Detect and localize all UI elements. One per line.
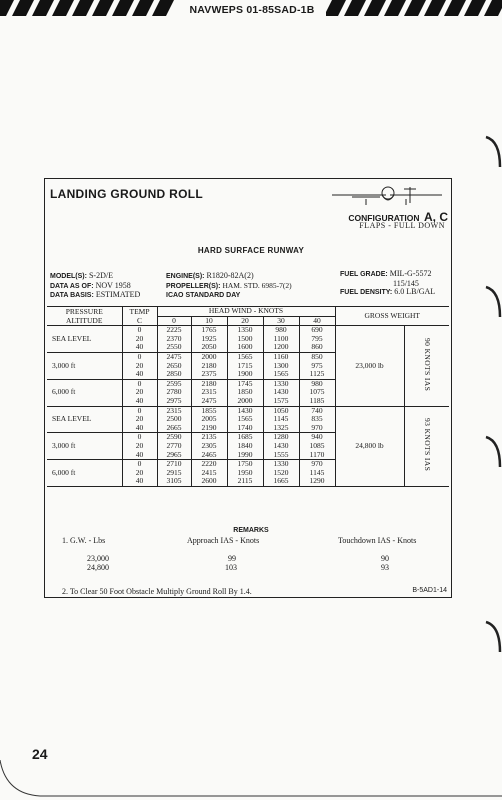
header-stripes-left (0, 0, 180, 18)
ground-roll-cell: 1125 (299, 370, 335, 379)
propeller-value: HAM. STD. 6985-7(2) (222, 280, 292, 290)
ground-roll-cell: 795 (299, 335, 335, 344)
ground-roll-cell: 2415 (191, 469, 227, 478)
ground-roll-cell: 2665 (157, 424, 191, 433)
punch-mark (484, 285, 502, 319)
header-stripes-right (326, 0, 502, 18)
temp-cell: 40 (122, 424, 157, 433)
ground-roll-cell: 1330 (263, 460, 299, 469)
page-edge-curve (0, 760, 502, 800)
ground-roll-cell: 1075 (299, 388, 335, 397)
ground-roll-cell: 2305 (191, 442, 227, 451)
ground-roll-cell: 1575 (263, 397, 299, 406)
flaps-setting: FLAPS - FULL DOWN (359, 221, 445, 230)
ground-roll-cell: 1185 (299, 397, 335, 406)
page-number: 24 (32, 746, 48, 762)
altitude-cell: 3,000 ft (47, 433, 122, 460)
remarks-weight: 23,000 (87, 554, 109, 563)
basis-label: DATA BASIS: (50, 292, 94, 299)
wind-col-header: 20 (227, 316, 263, 326)
ground-roll-cell: 980 (263, 326, 299, 335)
ground-roll-cell: 2595 (157, 379, 191, 388)
ground-roll-cell: 1050 (263, 406, 299, 415)
temp-cell: 40 (122, 370, 157, 379)
ground-roll-cell: 2005 (191, 415, 227, 424)
pressure-altitude-header: PRESSURE ALTITUDE (47, 307, 122, 326)
ground-roll-cell: 2315 (191, 388, 227, 397)
fuel-grade-label: FUEL GRADE: (340, 271, 388, 278)
temp-cell: 40 (122, 477, 157, 486)
ground-roll-cell: 1555 (263, 451, 299, 460)
ground-roll-cell: 1430 (263, 388, 299, 397)
remarks-title: REMARKS (233, 527, 269, 534)
ground-roll-cell: 2475 (191, 397, 227, 406)
ground-roll-cell: 2600 (191, 477, 227, 486)
ground-roll-cell: 2465 (191, 451, 227, 460)
ground-roll-cell: 1280 (263, 433, 299, 442)
wind-col-header: 40 (299, 316, 335, 326)
altitude-cell: 6,000 ft (47, 379, 122, 406)
ground-roll-cell: 1430 (263, 442, 299, 451)
page-header (0, 0, 502, 22)
ground-roll-cell: 2500 (157, 415, 191, 424)
punch-mark (484, 435, 502, 469)
head-wind-header: HEAD WIND - KNOTS (157, 307, 335, 317)
document-id: NAVWEPS 01-85SAD-1B (189, 4, 315, 16)
ground-roll-cell: 1290 (299, 477, 335, 486)
ground-roll-cell: 2180 (191, 362, 227, 371)
altitude-cell: SEA LEVEL (47, 326, 122, 353)
ias-cell (404, 406, 449, 486)
ground-roll-cell: 2190 (191, 424, 227, 433)
ground-roll-cell: 2850 (157, 370, 191, 379)
configuration-value: A, C (424, 210, 448, 224)
ground-roll-cell: 2475 (157, 352, 191, 361)
temp-cell: 20 (122, 335, 157, 344)
ground-roll-cell: 1685 (227, 433, 263, 442)
temp-cell: 20 (122, 442, 157, 451)
altitude-cell: 3,000 ft (47, 352, 122, 379)
ground-roll-cell: 1745 (227, 379, 263, 388)
ground-roll-cell: 2770 (157, 442, 191, 451)
ground-roll-cell: 2975 (157, 397, 191, 406)
touchdown-ias-label: Touchdown IAS - Knots (338, 536, 417, 545)
temp-cell: 0 (122, 352, 157, 361)
ground-roll-cell: 1715 (227, 362, 263, 371)
ground-roll-cell: 2650 (157, 362, 191, 371)
approach-ias-label: Approach IAS - Knots (187, 536, 260, 545)
ground-roll-cell: 970 (299, 460, 335, 469)
ground-roll-cell: 2710 (157, 460, 191, 469)
ground-roll-cell: 1840 (227, 442, 263, 451)
temp-cell: 0 (122, 460, 157, 469)
ground-roll-cell: 2965 (157, 451, 191, 460)
ground-roll-cell: 1850 (227, 388, 263, 397)
wind-col-header: 10 (191, 316, 227, 326)
temp-cell: 40 (122, 397, 157, 406)
ias-cell (404, 326, 449, 406)
aircraft-silhouette-icon (330, 183, 448, 209)
ground-roll-cell: 1855 (191, 406, 227, 415)
ground-roll-cell: 2135 (191, 433, 227, 442)
ground-roll-cell: 2315 (157, 406, 191, 415)
figure-id: B-5AD1-14 (412, 587, 447, 594)
ground-roll-cell: 1565 (227, 352, 263, 361)
date-label: DATA AS OF: (50, 282, 94, 290)
fuel-density-value: 6.0 LB/GAL (394, 287, 436, 296)
temp-cell: 20 (122, 388, 157, 397)
ground-roll-cell: 3105 (157, 477, 191, 486)
ias-label: 90 KNOTS IAS (423, 337, 433, 392)
remarks-item-1: 1. G.W. - Lbs (62, 536, 106, 545)
basis-value: ESTIMATED (95, 290, 141, 299)
remarks-touchdown: 93 (381, 563, 389, 572)
engine-value: R1820-82A(2) (206, 271, 254, 280)
ground-roll-cell: 1350 (227, 326, 263, 335)
temp-cell: 20 (122, 469, 157, 478)
ground-roll-cell: 940 (299, 433, 335, 442)
gross-weight-cell: 23,000 lb (335, 326, 404, 406)
ground-roll-cell: 970 (299, 424, 335, 433)
chart-title: LANDING GROUND ROLL (50, 187, 204, 201)
ground-roll-cell: 740 (299, 406, 335, 415)
remarks-approach: 103 (225, 563, 237, 572)
ground-roll-cell: 1170 (299, 451, 335, 460)
ground-roll-cell: 1990 (227, 451, 263, 460)
icao-standard-day: ICAO STANDARD DAY (166, 292, 241, 299)
ground-roll-cell: 1900 (227, 370, 263, 379)
temp-cell: 20 (122, 362, 157, 371)
configuration-label: CONFIGURATION (348, 213, 420, 223)
ground-roll-cell: 1145 (263, 415, 299, 424)
meta-model-block (50, 272, 140, 301)
temp-header: TEMP C (122, 307, 157, 326)
ground-roll-cell: 2370 (157, 335, 191, 344)
ground-roll-cell: 1600 (227, 343, 263, 352)
ground-roll-cell: 975 (299, 362, 335, 371)
ground-roll-cell: 1950 (227, 469, 263, 478)
ground-roll-cell: 835 (299, 415, 335, 424)
ias-label: 93 KNOTS IAS (423, 418, 433, 472)
ground-roll-cell: 1750 (227, 460, 263, 469)
model-value: S-2D/E (88, 271, 113, 280)
meta-engine-block (166, 272, 292, 301)
ground-roll-cell: 2225 (157, 326, 191, 335)
ground-roll-cell: 850 (299, 352, 335, 361)
ground-roll-cell: 2050 (191, 343, 227, 352)
temp-cell: 20 (122, 415, 157, 424)
ground-roll-cell: 1085 (299, 442, 335, 451)
meta-fuel-block (340, 270, 435, 298)
ground-roll-cell: 1765 (191, 326, 227, 335)
ground-roll-cell: 1520 (263, 469, 299, 478)
ground-roll-cell: 2000 (227, 397, 263, 406)
ground-roll-cell: 1665 (263, 477, 299, 486)
ground-roll-cell: 2000 (191, 352, 227, 361)
gross-weight-cell: 24,800 lb (335, 406, 404, 486)
fuel-grade-sub: 115/145 (393, 278, 419, 288)
remarks-item-2: 2. To Clear 50 Foot Obstacle Multiply Ground Roll By 1.4. (62, 587, 252, 596)
date-value: NOV 1958 (95, 280, 131, 290)
ground-roll-cell: 2550 (157, 343, 191, 352)
temp-cell: 40 (122, 343, 157, 352)
ground-roll-cell: 1500 (227, 335, 263, 344)
ground-roll-cell: 1740 (227, 424, 263, 433)
temp-cell: 0 (122, 379, 157, 388)
ground-roll-cell: 1565 (227, 415, 263, 424)
wind-col-header: 0 (157, 316, 191, 326)
ground-roll-cell: 1160 (263, 352, 299, 361)
ground-roll-cell: 2375 (191, 370, 227, 379)
altitude-cell: SEA LEVEL (47, 406, 122, 433)
ground-roll-cell: 1300 (263, 362, 299, 371)
ground-roll-cell: 2220 (191, 460, 227, 469)
ground-roll-cell: 2115 (227, 477, 263, 486)
ground-roll-cell: 1325 (263, 424, 299, 433)
altitude-cell: 6,000 ft (47, 460, 122, 487)
wind-col-header: 30 (263, 316, 299, 326)
temp-cell: 0 (122, 406, 157, 415)
remarks-approach: 99 (228, 554, 236, 563)
ground-roll-cell: 2180 (191, 379, 227, 388)
ground-roll-cell: 860 (299, 343, 335, 352)
ground-roll-cell: 1100 (263, 335, 299, 344)
punch-mark (484, 135, 502, 169)
ground-roll-cell: 2590 (157, 433, 191, 442)
ground-roll-table (47, 306, 449, 487)
remarks-touchdown: 90 (381, 554, 389, 563)
ground-roll-cell: 1430 (227, 406, 263, 415)
fuel-grade-value: MIL-G-5572 (389, 269, 432, 278)
ground-roll-cell: 980 (299, 379, 335, 388)
ground-roll-cell: 2915 (157, 469, 191, 478)
ground-roll-cell: 2780 (157, 388, 191, 397)
ground-roll-cell: 1200 (263, 343, 299, 352)
remarks-weight: 24,800 (87, 563, 109, 572)
ground-roll-cell: 1565 (263, 370, 299, 379)
ground-roll-cell: 1330 (263, 379, 299, 388)
temp-cell: 0 (122, 326, 157, 335)
ground-roll-cell: 690 (299, 326, 335, 335)
engine-label: ENGINE(S): (166, 273, 205, 280)
gross-weight-header: GROSS WEIGHT (335, 307, 449, 326)
ground-roll-cell: 1925 (191, 335, 227, 344)
fuel-density-label: FUEL DENSITY: (340, 289, 393, 296)
propeller-label: PROPELLER(S): (166, 282, 221, 290)
punch-mark (484, 620, 502, 654)
model-label: MODEL(S): (50, 273, 87, 280)
temp-cell: 0 (122, 433, 157, 442)
runway-type: HARD SURFACE RUNWAY (197, 246, 305, 255)
ground-roll-cell: 1145 (299, 469, 335, 478)
temp-cell: 40 (122, 451, 157, 460)
